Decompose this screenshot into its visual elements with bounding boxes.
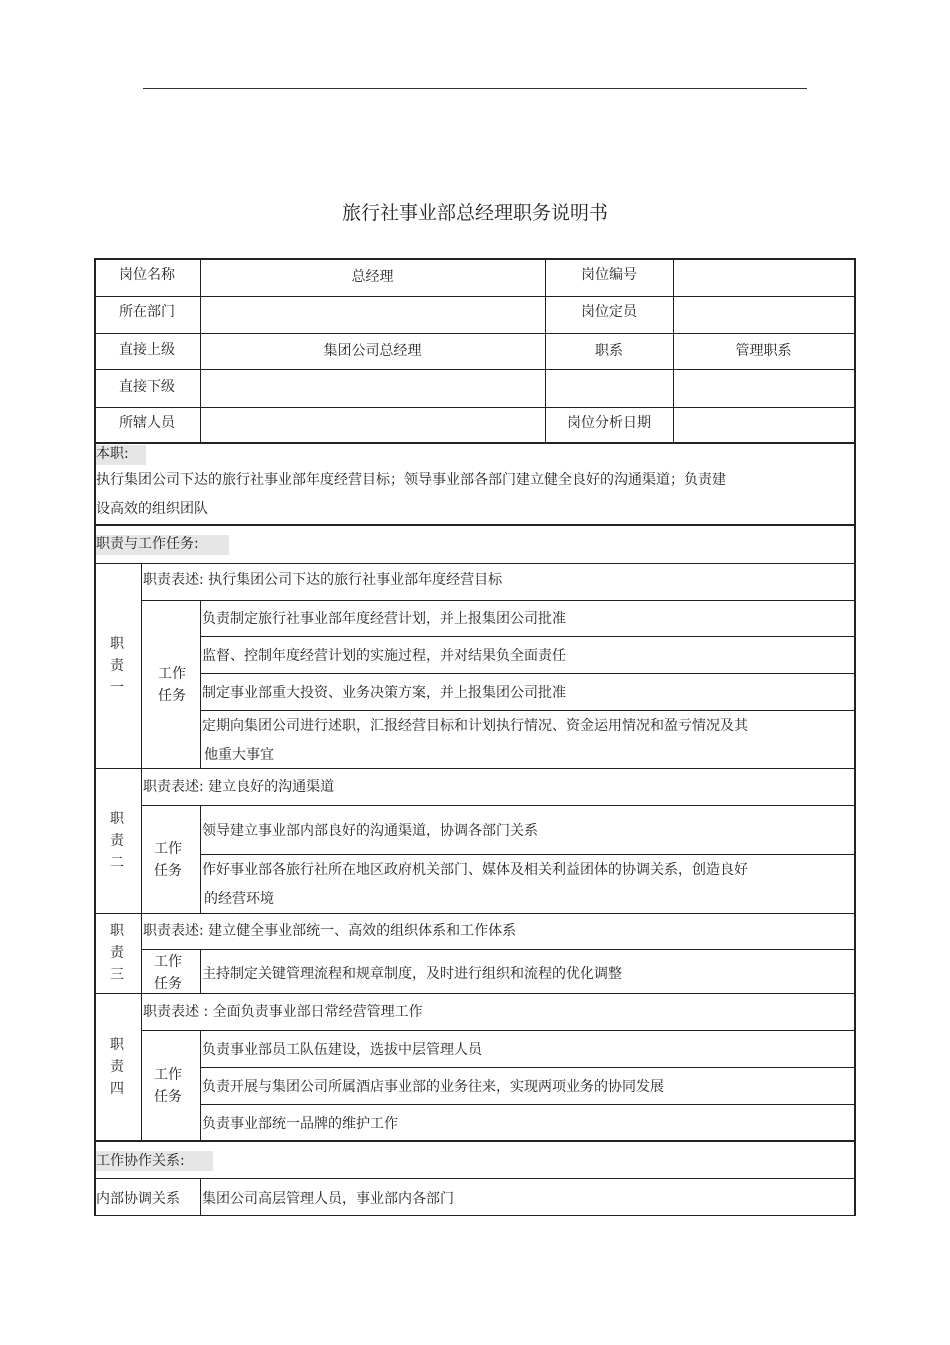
- position-name-value: 总经理: [351, 269, 394, 285]
- category-value: 管理职系: [735, 343, 792, 359]
- table-border: [854, 258, 856, 1216]
- resp3-statement: 职责表述: 建立健全事业部统一、高效的组织体系和工作体系: [143, 923, 517, 939]
- analysis-date-label: 岗位分析日期: [567, 415, 651, 431]
- resp1-statement: 职责表述: 执行集团公司下达的旅行社事业部年度经营目标: [143, 572, 503, 588]
- duty-text-line1: 执行集团公司下达的旅行社事业部年度经营目标；领导事业部各部门建立健全良好的沟通渠道；负责建: [96, 472, 726, 488]
- duty-text-line2: 设高效的组织团队: [96, 501, 208, 517]
- resp2-task2-line2: 的经营环境: [204, 891, 274, 907]
- resp2-statement: 职责表述: 建立良好的沟通渠道: [143, 779, 335, 795]
- resp2-task2-line1: 作好事业部各旅行社所在地区政府机关部门、媒体及相关利益团体的协调关系，创造良好: [202, 862, 748, 878]
- collaboration-label: 工作协作关系:: [96, 1153, 185, 1169]
- internal-coordination-label: 内部协调关系: [96, 1191, 180, 1207]
- table-border: [94, 258, 96, 1216]
- resp2-work-tasks-label: 工作任务: [154, 841, 182, 879]
- resp4-task1: 负责事业部员工队伍建设，选拔中层管理人员: [202, 1042, 482, 1058]
- department-label: 所在部门: [119, 304, 175, 320]
- category-label: 职系: [595, 343, 623, 359]
- resp4-task3: 负责事业部统一品牌的维护工作: [202, 1116, 398, 1132]
- resp1-work-tasks-label: 工作任务: [158, 666, 186, 704]
- resp1-task4-line2: 他重大事宜: [204, 747, 274, 763]
- resp2-task1: 领导建立事业部内部良好的沟通渠道，协调各部门关系: [202, 823, 538, 839]
- document-title: 旅行社事业部总经理职务说明书: [341, 202, 608, 224]
- resp3-work-tasks-label: 工作任务: [154, 954, 182, 992]
- table-border: [94, 258, 856, 260]
- resp1-task4-line1: 定期向集团公司进行述职，汇报经营目标和计划执行情况、资金运用情况和盈亏情况及其: [202, 718, 748, 734]
- resp4-statement: 职责表述 : 全面负责事业部日常经营管理工作: [143, 1004, 423, 1020]
- resp3-task1: 主持制定关键管理流程和规章制度，及时进行组织和流程的优化调整: [202, 966, 622, 982]
- subordinate-label: 直接下级: [119, 379, 175, 395]
- resp1-task2: 监督、控制年度经营计划的实施过程，并对结果负全面责任: [202, 648, 566, 664]
- resp1-label: 职责一: [110, 636, 124, 696]
- headcount-label: 岗位定员: [581, 304, 637, 320]
- resp4-label: 职责四: [110, 1037, 124, 1097]
- staff-label: 所辖人员: [119, 415, 175, 431]
- resp2-label: 职责二: [110, 811, 124, 871]
- resp4-work-tasks-label: 工作任务: [154, 1067, 182, 1105]
- duty-label: 本职:: [96, 446, 129, 462]
- position-code-label: 岗位编号: [581, 267, 637, 283]
- resp1-task1: 负责制定旅行社事业部年度经营计划，并上报集团公司批准: [202, 611, 566, 627]
- internal-coordination-value: 集团公司高层管理人员，事业部内各部门: [202, 1191, 454, 1207]
- superior-value: 集团公司总经理: [323, 343, 422, 359]
- resp3-label: 职责三: [110, 923, 124, 983]
- position-name-label: 岗位名称: [119, 267, 175, 283]
- superior-label: 直接上级: [119, 342, 175, 358]
- resp4-task2: 负责开展与集团公司所属酒店事业部的业务往来，实现两项业务的协同发展: [202, 1079, 664, 1095]
- resp1-task3: 制定事业部重大投资、业务决策方案，并上报集团公司批准: [202, 685, 566, 701]
- responsibilities-label: 职责与工作任务:: [96, 536, 199, 552]
